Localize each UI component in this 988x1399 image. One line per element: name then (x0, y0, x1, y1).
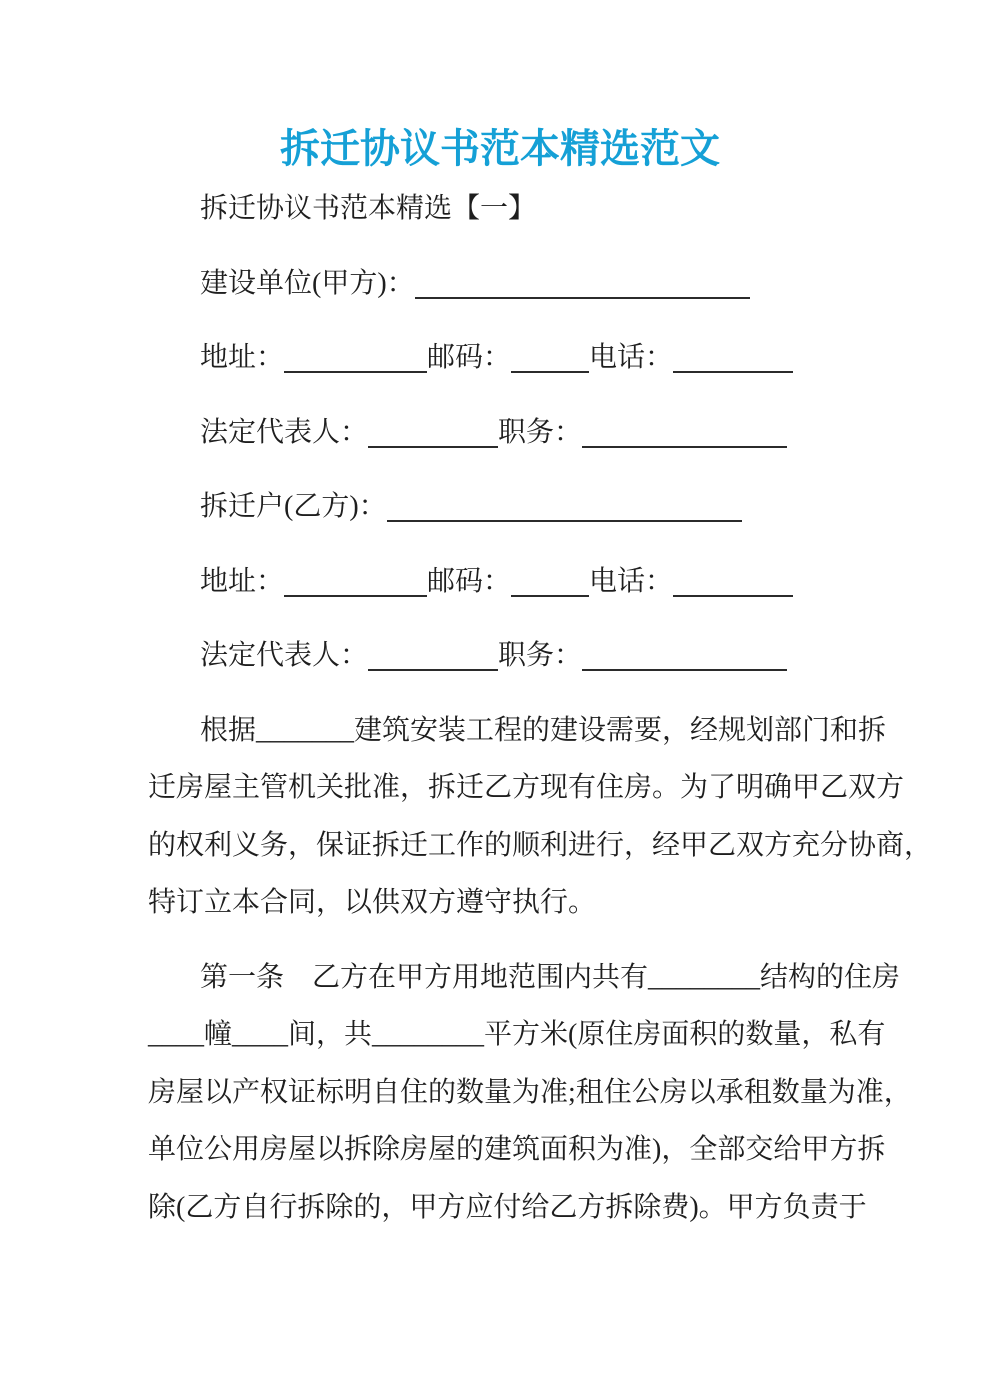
form-label: 邮码： (427, 565, 512, 597)
form-line (148, 329, 852, 387)
form-label: 地址： (200, 342, 285, 373)
form-label: 职务： (498, 640, 583, 671)
blank-field (368, 639, 498, 671)
blank-field (673, 565, 793, 597)
blank-field (582, 639, 787, 671)
form-label: 邮码： (427, 342, 512, 373)
blank-field (284, 341, 427, 373)
form-label: 电话： (589, 565, 674, 597)
paragraph-line: 迁房屋主管机关批准，拆迁乙方现有住房。为了明确甲乙双方 (148, 772, 905, 803)
blank-field (511, 565, 589, 597)
blank-field (387, 490, 742, 522)
form-line (148, 404, 852, 462)
paragraph-line: 第一条 乙方在甲方用地范围内共有________结构的住房 (200, 961, 901, 993)
document-title: 拆迁协议书范本精选范文 (280, 126, 720, 171)
blank-field (511, 341, 589, 373)
paragraph-line: 根据_______建筑安装工程的建设需要，经规划部门和拆 (200, 714, 887, 746)
form-label: 电话： (589, 342, 674, 373)
paragraph (148, 949, 912, 1237)
blank-field (415, 267, 750, 299)
section-heading: 拆迁协议书范本精选【一】 (200, 193, 537, 224)
paragraph-line: 特订立本合同，以供双方遵守执行。 (148, 887, 597, 918)
form-lines-container (148, 255, 852, 685)
form-line (148, 553, 852, 611)
form-label: 拆迁户(乙方)： (200, 491, 387, 522)
form-label: 法定代表人： (200, 640, 369, 671)
form-label: 地址： (200, 565, 285, 597)
paragraph-line: 房屋以产权证标明自住的数量为准;租住公房以承租数量为准， (148, 1076, 912, 1108)
blank-field (284, 565, 427, 597)
paragraph-line: 单位公用房屋以拆除房屋的建筑面积为准)，全部交给甲方拆 (148, 1134, 886, 1165)
paragraphs-container (148, 702, 933, 1237)
paragraph-line: 除(乙方自行拆除的，甲方应付给乙方拆除费)。甲方负责于 (148, 1191, 867, 1223)
form-line (148, 627, 852, 685)
blank-field (368, 416, 498, 448)
form-label: 法定代表人： (200, 416, 369, 448)
form-label: 职务： (498, 416, 583, 448)
blank-field (673, 341, 793, 373)
form-label: 建设单位(甲方)： (200, 267, 415, 299)
paragraph-line: 的权利义务，保证拆迁工作的顺利进行，经甲乙双方充分协商， (148, 829, 933, 861)
blank-field (582, 416, 787, 448)
paragraph-line: ____幢____间，共________平方米(原住房面积的数量，私有 (148, 1019, 886, 1050)
form-line (148, 478, 852, 536)
paragraph (148, 702, 933, 932)
form-line (148, 255, 852, 313)
